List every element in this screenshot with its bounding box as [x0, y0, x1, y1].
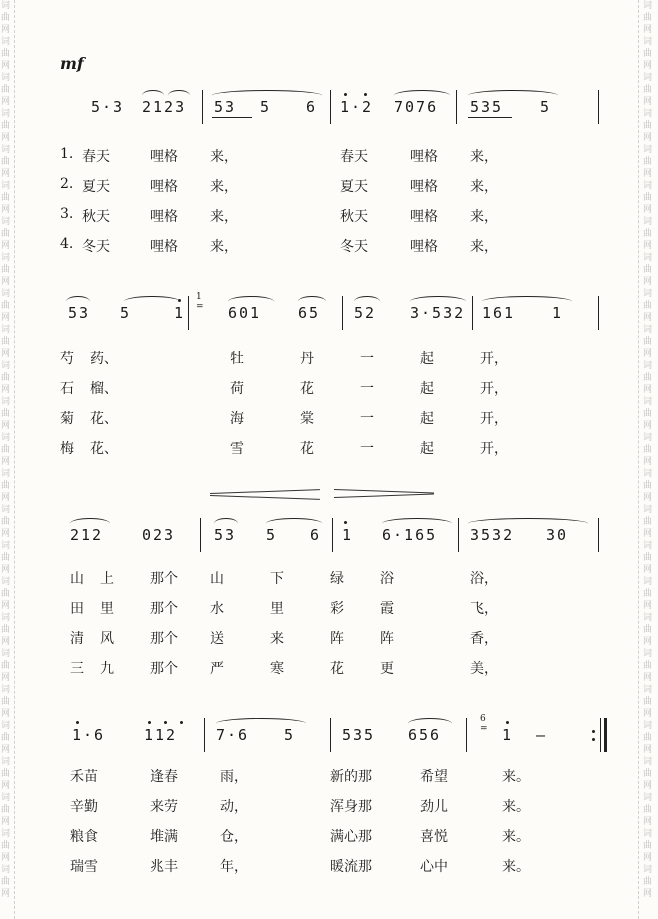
lyric: 哩格 [410, 179, 438, 195]
note-group: 656 [408, 726, 442, 744]
lyric: 上 [100, 571, 114, 587]
lyric: 希望 [420, 769, 448, 785]
lyric-line [60, 766, 540, 796]
note-group: — [536, 726, 548, 744]
note-group: 5 [540, 98, 552, 116]
lyric: 辛勤 [70, 799, 98, 815]
lyric: 海 [230, 411, 244, 427]
note-group: 1·6 [72, 726, 106, 744]
note-group: 7076 [394, 98, 439, 116]
lyric-line [60, 236, 540, 266]
lyric: 风 [100, 631, 114, 647]
lyric-line [60, 348, 540, 378]
lyric: 花、 [90, 441, 118, 457]
lyric-line [60, 146, 540, 176]
lyric: 来， [210, 179, 238, 195]
lyric: 那个 [150, 601, 178, 617]
lyric: 荷 [230, 381, 244, 397]
lyric: 美， [470, 661, 498, 677]
lyric: 浴， [470, 571, 498, 587]
lyric: 花 [300, 441, 314, 457]
lyric: 三 [70, 661, 84, 677]
lyric: 花 [300, 381, 314, 397]
right-margin-line [638, 0, 639, 919]
lyric: 花、 [90, 411, 118, 427]
lyric: 花 [330, 661, 344, 677]
dynamic-marking: mf [60, 54, 84, 73]
lyric: 来。 [502, 769, 530, 785]
lyric: 哩格 [410, 209, 438, 225]
lyric: 来， [210, 209, 238, 225]
lyric: 阵 [380, 631, 394, 647]
note-group: 1 [342, 526, 354, 544]
lyric: 开， [480, 441, 508, 457]
lyric: 彩 [330, 601, 344, 617]
note-group: 65 [298, 304, 321, 322]
lyric: 来。 [502, 829, 530, 845]
note-group: 161 [482, 304, 516, 322]
verse-number: 3. [60, 206, 74, 222]
verse-number: 1. [60, 146, 74, 162]
lyric: 田 [70, 601, 84, 617]
note-group: 5 [120, 304, 132, 322]
lyric: 梅 [60, 441, 74, 457]
lyric: 来， [470, 179, 498, 195]
lyric: 更 [380, 661, 394, 677]
left-margin-line [14, 0, 15, 919]
modulation-mark: 6 = [480, 714, 488, 734]
lyric: 水 [210, 601, 224, 617]
lyric-line [60, 826, 540, 856]
lyric: 冬天 [82, 239, 110, 255]
lyric-line [60, 856, 540, 886]
lyric: 秋天 [340, 209, 368, 225]
note-group: 1 [174, 304, 186, 322]
lyric: 起 [420, 351, 434, 367]
lyric: 来， [470, 239, 498, 255]
lyric: 开， [480, 381, 508, 397]
lyric-line [60, 568, 540, 598]
lyric: 来， [210, 149, 238, 165]
lyric: 瑞雪 [70, 859, 98, 875]
lyric: 榴、 [90, 381, 118, 397]
lyric: 来。 [502, 799, 530, 815]
note-group: 52 [354, 304, 377, 322]
note-group: 53 [214, 98, 237, 116]
lyric: 下 [270, 571, 284, 587]
lyric: 粮食 [70, 829, 98, 845]
lyric: 来， [210, 239, 238, 255]
lyric-line [60, 408, 540, 438]
lyric: 绿 [330, 571, 344, 587]
lyric-line [60, 378, 540, 408]
note-group: 53 [214, 526, 237, 544]
lyric: 那个 [150, 661, 178, 677]
notation-line-4 [72, 714, 608, 752]
lyric: 起 [420, 441, 434, 457]
note-group: 023 [142, 526, 176, 544]
lyric: 夏天 [340, 179, 368, 195]
note-group: 212 [70, 526, 104, 544]
lyric: 劲儿 [420, 799, 448, 815]
note-group: 1 [552, 304, 564, 322]
notation-line-2 [68, 292, 608, 330]
modulation-mark: 1 = [196, 292, 204, 312]
lyric-line [60, 438, 540, 468]
lyric: 春天 [82, 149, 110, 165]
lyric: 送 [210, 631, 224, 647]
lyric: 哩格 [410, 149, 438, 165]
lyric: 冬天 [340, 239, 368, 255]
note-group: 3532 [470, 526, 515, 544]
note-group: 6·165 [382, 526, 438, 544]
lyric: 牡 [230, 351, 244, 367]
lyric: 阵 [330, 631, 344, 647]
note-group: 6 [306, 98, 318, 116]
lyric: 飞， [470, 601, 498, 617]
note-group: 2123 [142, 98, 187, 116]
lyric: 来 [270, 631, 284, 647]
lyric: 动， [220, 799, 248, 815]
lyric: 雪 [230, 441, 244, 457]
lyric: 严 [210, 661, 224, 677]
note-group: 53 [68, 304, 91, 322]
lyric: 起 [420, 411, 434, 427]
lyric: 山 [70, 571, 84, 587]
notation-line-3 [70, 518, 608, 552]
note-group: 5 [284, 726, 296, 744]
lyric: 丹 [300, 351, 314, 367]
lyric: 堆满 [150, 829, 178, 845]
verse-number: 2. [60, 176, 74, 192]
note-group: 30 [546, 526, 569, 544]
lyric: 山 [210, 571, 224, 587]
note-group: 1·2 [340, 98, 374, 116]
lyric: 浴 [380, 571, 394, 587]
note-group: 7·6 [216, 726, 250, 744]
lyric: 新的那 [330, 769, 372, 785]
lyric: 哩格 [150, 209, 178, 225]
lyric: 来， [470, 209, 498, 225]
lyric: 一 [360, 351, 374, 367]
lyric: 来， [470, 149, 498, 165]
lyric: 年， [220, 859, 248, 875]
lyric: 芍 [60, 351, 74, 367]
lyric-line [60, 658, 540, 688]
lyric: 夏天 [82, 179, 110, 195]
lyric: 菊 [60, 411, 74, 427]
lyric: 香， [470, 631, 498, 647]
lyric-line [60, 206, 540, 236]
note-group: 3·532 [410, 304, 466, 322]
lyric: 满心那 [330, 829, 372, 845]
lyric: 那个 [150, 571, 178, 587]
note-group: 1 [502, 726, 514, 744]
lyric: 逢春 [150, 769, 178, 785]
note-group: 112 [144, 726, 178, 744]
lyric: 哩格 [150, 149, 178, 165]
lyric: 雨， [220, 769, 248, 785]
lyric: 霞 [380, 601, 394, 617]
lyric: 开， [480, 351, 508, 367]
lyric: 里 [270, 601, 284, 617]
lyric: 一 [360, 381, 374, 397]
lyric: 哩格 [150, 239, 178, 255]
note-group: 5 [266, 526, 278, 544]
lyric: 里 [100, 601, 114, 617]
note-group: 601 [228, 304, 262, 322]
lyric: 春天 [340, 149, 368, 165]
watermark-left: 词曲网词曲网词曲网词曲网词曲网词曲网词曲网词曲网词曲网词曲网词曲网词曲网词曲网词曲网词曲网词曲网词曲网词曲网词曲网词曲网词曲网词曲网词曲网词曲网词曲网 [1, 1, 11, 899]
lyric: 来劳 [150, 799, 178, 815]
lyric: 仓， [220, 829, 248, 845]
lyric: 那个 [150, 631, 178, 647]
lyric: 起 [420, 381, 434, 397]
lyric: 喜悦 [420, 829, 448, 845]
lyric: 兆丰 [150, 859, 178, 875]
watermark-right: 词曲网词曲网词曲网词曲网词曲网词曲网词曲网词曲网词曲网词曲网词曲网词曲网词曲网词曲网词曲网词曲网词曲网词曲网词曲网词曲网词曲网词曲网词曲网词曲网词曲网 [643, 1, 653, 899]
lyric-line [60, 628, 540, 658]
lyric: 秋天 [82, 209, 110, 225]
lyric: 寒 [270, 661, 284, 677]
note-group: 535 [342, 726, 376, 744]
lyric: 浑身那 [330, 799, 372, 815]
lyric: 暖流那 [330, 859, 372, 875]
lyric: 一 [360, 411, 374, 427]
lyric: 哩格 [410, 239, 438, 255]
note-group: 5 [260, 98, 272, 116]
lyric: 心中 [420, 859, 448, 875]
lyric: 清 [70, 631, 84, 647]
lyric: 棠 [300, 411, 314, 427]
lyric: 一 [360, 441, 374, 457]
note-group: 535 [470, 98, 504, 116]
lyric: 药、 [90, 351, 118, 367]
notation-line-1 [88, 90, 608, 124]
lyric: 开， [480, 411, 508, 427]
lyric: 来。 [502, 859, 530, 875]
lyric-line [60, 598, 540, 628]
verse-number: 4. [60, 236, 74, 252]
lyric: 九 [100, 661, 114, 677]
note-group: 6 [310, 526, 322, 544]
note-group: 5·3 [91, 98, 125, 116]
lyric: 禾苗 [70, 769, 98, 785]
lyric-line [60, 176, 540, 206]
lyric-line [60, 796, 540, 826]
lyric: 石 [60, 381, 74, 397]
lyric: 哩格 [150, 179, 178, 195]
